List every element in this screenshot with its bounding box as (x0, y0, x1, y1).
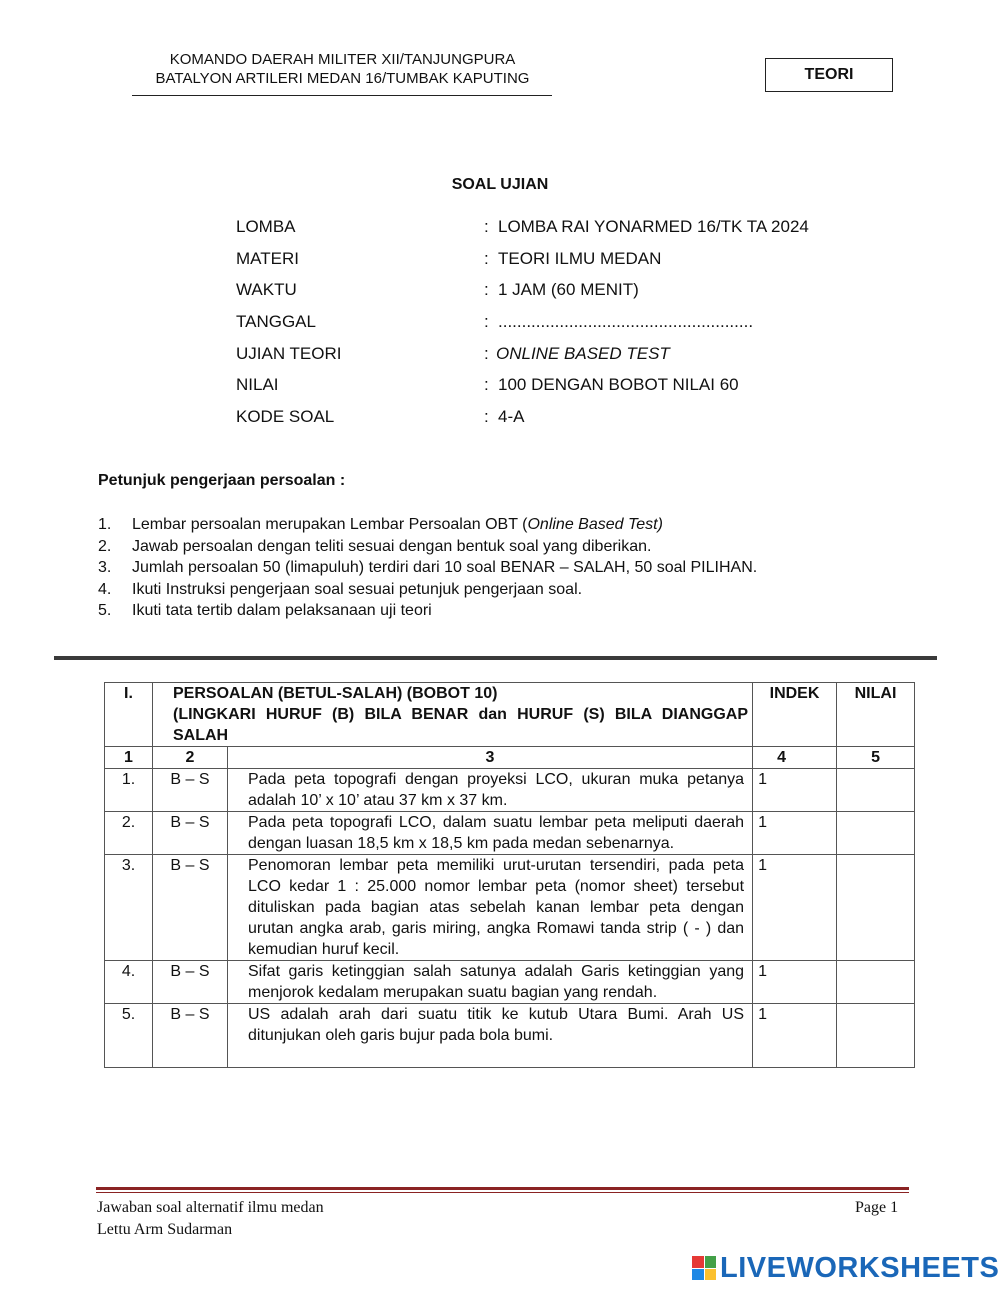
info-label: NILAI (236, 375, 279, 395)
column-number-row (105, 747, 915, 769)
nilai-cell[interactable] (837, 961, 915, 1004)
info-label: KODE SOAL (236, 407, 335, 427)
indek-value: 1 (753, 855, 837, 961)
info-colon: : (484, 248, 489, 268)
header-line-1: KOMANDO DAERAH MILITER XII/TANJUNGPURA (169, 51, 516, 68)
question-text: Penomoran lembar peta memiliki urut-urutan tersendiri, pada peta LCO kedar 1 : 25.000 nomor lembar peta (nomor sheet) tersebut dituliskan pada bagian atas sebelah kanan lembar peta dengan urutan angka arab, garis miring, angka Romawi tanda strip ( - ) dan kemudian huruf kecil. (228, 855, 753, 961)
column-number: 1 (105, 747, 153, 769)
question-text: Sifat garis ketinggian salah satunya adalah Garis ketinggian yang menjorok kedalam merupakan suatu bagian yang rendah. (228, 961, 753, 1004)
column-number: 5 (837, 747, 915, 769)
indek-header: INDEK (753, 683, 837, 747)
table-row (105, 769, 915, 812)
page-number: Page 1 (855, 1199, 899, 1216)
true-false-choice[interactable]: B – S (153, 812, 228, 855)
teori-badge: TEORI (765, 58, 893, 92)
nilai-header: NILAI (837, 683, 915, 747)
footer-author: Lettu Arm Sudarman (97, 1221, 233, 1238)
true-false-choice[interactable]: B – S (153, 769, 228, 812)
header-underline (132, 95, 552, 96)
indek-value: 1 (753, 812, 837, 855)
table-row (105, 961, 915, 1004)
instruction-text: Ikuti Instruksi pengerjaan soal sesuai petunjuk pengerjaan soal. (132, 580, 583, 598)
nilai-cell[interactable] (837, 855, 915, 961)
info-label: WAKTU (236, 280, 297, 300)
column-number: 4 (753, 747, 837, 769)
info-colon: : (484, 280, 489, 300)
info-value: 4-A (498, 407, 525, 427)
info-value: 100 DENGAN BOBOT NILAI 60 (498, 375, 739, 395)
footer-rule-thick (96, 1187, 909, 1190)
info-colon: : (484, 407, 489, 427)
footer-document-name: Jawaban soal alternatif ilmu medan (97, 1199, 324, 1216)
question-number: 5. (105, 1004, 153, 1068)
instruction-number: 1. (98, 516, 112, 533)
true-false-choice[interactable]: B – S (153, 961, 228, 1004)
footer-left (97, 1197, 324, 1241)
instruction-text: Jawab persoalan dengan teliti sesuai dengan bentuk soal yang diberikan. (132, 537, 652, 555)
footer-rule-thin (96, 1192, 909, 1193)
instruction-text: Jumlah persoalan 50 (limapuluh) terdiri dari 10 soal BENAR – SALAH, 50 soal PILIHAN. (132, 559, 758, 577)
info-colon: : (484, 312, 489, 332)
instruction-text: Ikuti tata tertib dalam pelaksanaan uji teori (132, 602, 432, 620)
info-colon: : (484, 217, 489, 236)
info-label: MATERI (236, 248, 299, 268)
institution-header (130, 50, 555, 88)
page-title: SOAL UJIAN (451, 176, 549, 193)
nilai-cell[interactable] (837, 1004, 915, 1068)
question-text: Pada peta topografi LCO, dalam suatu lembar peta meliputi daerah dengan luasan 18,5 km x 18,5 km pada medan sebenarnya. (228, 812, 753, 855)
instructions-title: Petunjuk pengerjaan persoalan : (98, 472, 346, 489)
true-false-choice[interactable]: B – S (153, 855, 228, 961)
section-number: I. (105, 683, 153, 747)
nilai-cell[interactable] (837, 812, 915, 855)
info-label: LOMBA (236, 217, 296, 236)
table-row (105, 1004, 915, 1068)
nilai-cell[interactable] (837, 769, 915, 812)
date-blank: ...................................................... (498, 312, 754, 332)
column-number: 2 (153, 747, 228, 769)
brand-name: LIVEWORKSHEETS (720, 1251, 1000, 1284)
liveworksheets-brand[interactable] (692, 1252, 999, 1284)
question-number: 3. (105, 855, 153, 961)
table-heading: PERSOALAN (BETUL-SALAH) (BOBOT 10) (LINGKARI HURUF (B) BILA BENAR dan HURUF (S) BILA DIANGGAP SALAH (153, 683, 753, 747)
table-row (105, 812, 915, 855)
instruction-number: 4. (98, 580, 112, 598)
info-value: ONLINE BASED TEST (496, 343, 670, 363)
info-value: 1 JAM (60 MENIT) (498, 280, 639, 300)
indek-value: 1 (753, 961, 837, 1004)
question-text: Pada peta topografi dengan proyeksi LCO, ukuran muka petanya adalah 10’ x 10’ atau 37 km x 37 km. (228, 769, 753, 812)
indek-value: 1 (753, 769, 837, 812)
section-divider (54, 656, 937, 660)
liveworksheets-logo-icon (692, 1256, 716, 1280)
question-number: 1. (105, 769, 153, 812)
instruction-number: 2. (98, 537, 112, 555)
question-number: 4. (105, 961, 153, 1004)
info-value: TEORI ILMU MEDAN (498, 248, 662, 268)
info-colon: : (484, 343, 489, 363)
table-header-row (105, 683, 915, 747)
question-text: US adalah arah dari suatu titik ke kutub Utara Bumi. Arah US ditunjukan oleh garis bujur pada bola bumi. (228, 1004, 753, 1068)
info-value: LOMBA RAI YONARMED 16/TK TA 2024 (498, 217, 809, 236)
indek-value: 1 (753, 1004, 837, 1068)
info-colon: : (484, 375, 489, 395)
true-false-choice[interactable]: B – S (153, 1004, 228, 1068)
instruction-number: 5. (98, 602, 112, 620)
instruction-text: Lembar persoalan merupakan Lembar Persoalan OBT (Online Based Test) (132, 516, 663, 533)
column-number: 3 (228, 747, 753, 769)
table-row (105, 855, 915, 961)
info-label: UJIAN TEORI (236, 343, 342, 363)
question-number: 2. (105, 812, 153, 855)
header-line-2: BATALYON ARTILERI MEDAN 16/TUMBAK KAPUTING (155, 70, 530, 87)
question-table (104, 682, 915, 1068)
instruction-number: 3. (98, 559, 112, 577)
info-label: TANGGAL (236, 312, 316, 332)
